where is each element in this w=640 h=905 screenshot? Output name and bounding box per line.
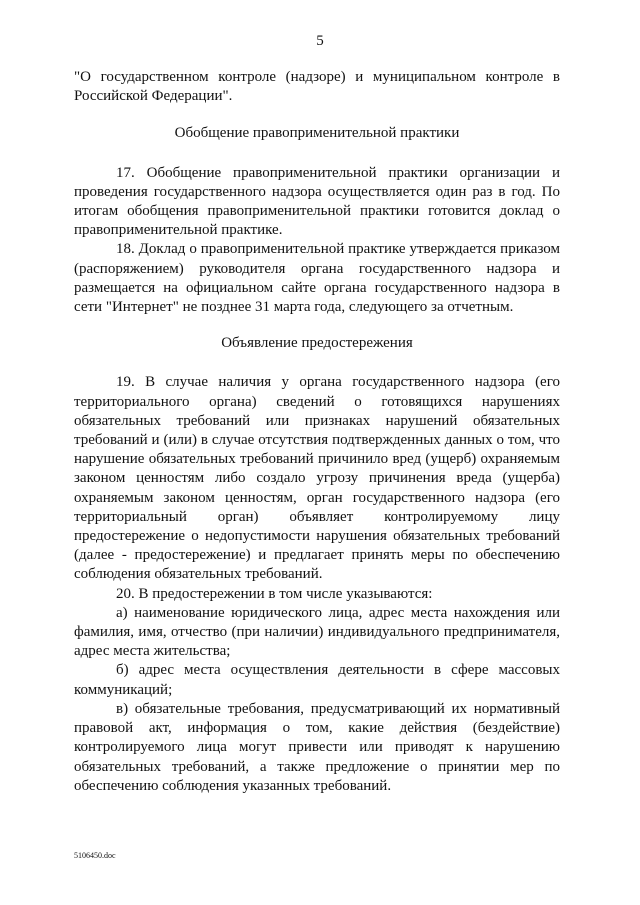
page-content xyxy=(74,68,560,796)
document-filename: 5106450.doc xyxy=(74,851,116,860)
paragraph-20: 20. В предостережении в том числе указываются: xyxy=(116,585,433,602)
list-item-v: в) обязательные требования, предусматривающий их нормативный правовой акт, информация о том, какие действия (бездействие) контролируемого лица могут привести или приводят к нарушению обязательных требований, а также предложение о принятии мер по обеспечению соблюдения указанных требований. xyxy=(74,700,560,794)
page-number: 5 xyxy=(316,33,324,49)
section-heading-practice: Обобщение правоприменительной практики xyxy=(174,125,460,142)
paragraph-17: 17. Обобщение правоприменительной практики организации и проведения государственного надзора осуществляется один раз в год. По итогам обобщения правоприменительной практики готовится доклад о правоприменительной практике. xyxy=(74,164,560,239)
paragraph-18: 18. Доклад о правоприменительной практике утверждается приказом (распоряжением) руководителя органа государственного надзора и размещается на официальном сайте органа государственного надзора в сети "Интернет" не позднее 31 марта года, следующего за отчетным. xyxy=(74,241,560,316)
list-item-a: а) наименование юридического лица, адрес места нахождения или фамилия, имя, отчество (при наличии) индивидуального предпринимателя, адрес места жительства; xyxy=(74,604,560,660)
paragraph-19: 19. В случае наличия у органа государственного надзора (его территориального органа) сведений о готовящихся нарушениях обязательных требований или признаках нарушений обязательных требований и (или) в случае отсутствия подтвержденных данных о том, что нарушение обязательных требований причинило вред (ущерб) охраняемым законом ценностям либо создало угрозу причинения вреда (ущерба) охраняемым законом ценностям, орган государственного надзора (его территориальный орган) объявляет контролируемому лицу предостережение о недопустимости нарушения обязательных требований (далее - предостережение) и предлагает принять меры по обеспечению соблюдения обязательных требований. xyxy=(74,374,560,583)
list-item-b: б) адрес места осуществления деятельности в сфере массовых коммуникаций; xyxy=(74,662,560,698)
section-heading-warning: Объявление предостережения xyxy=(221,335,413,352)
intro-paragraph: "О государственном контроле (надзоре) и муниципальном контроле в Российской Федерации". xyxy=(74,69,560,105)
